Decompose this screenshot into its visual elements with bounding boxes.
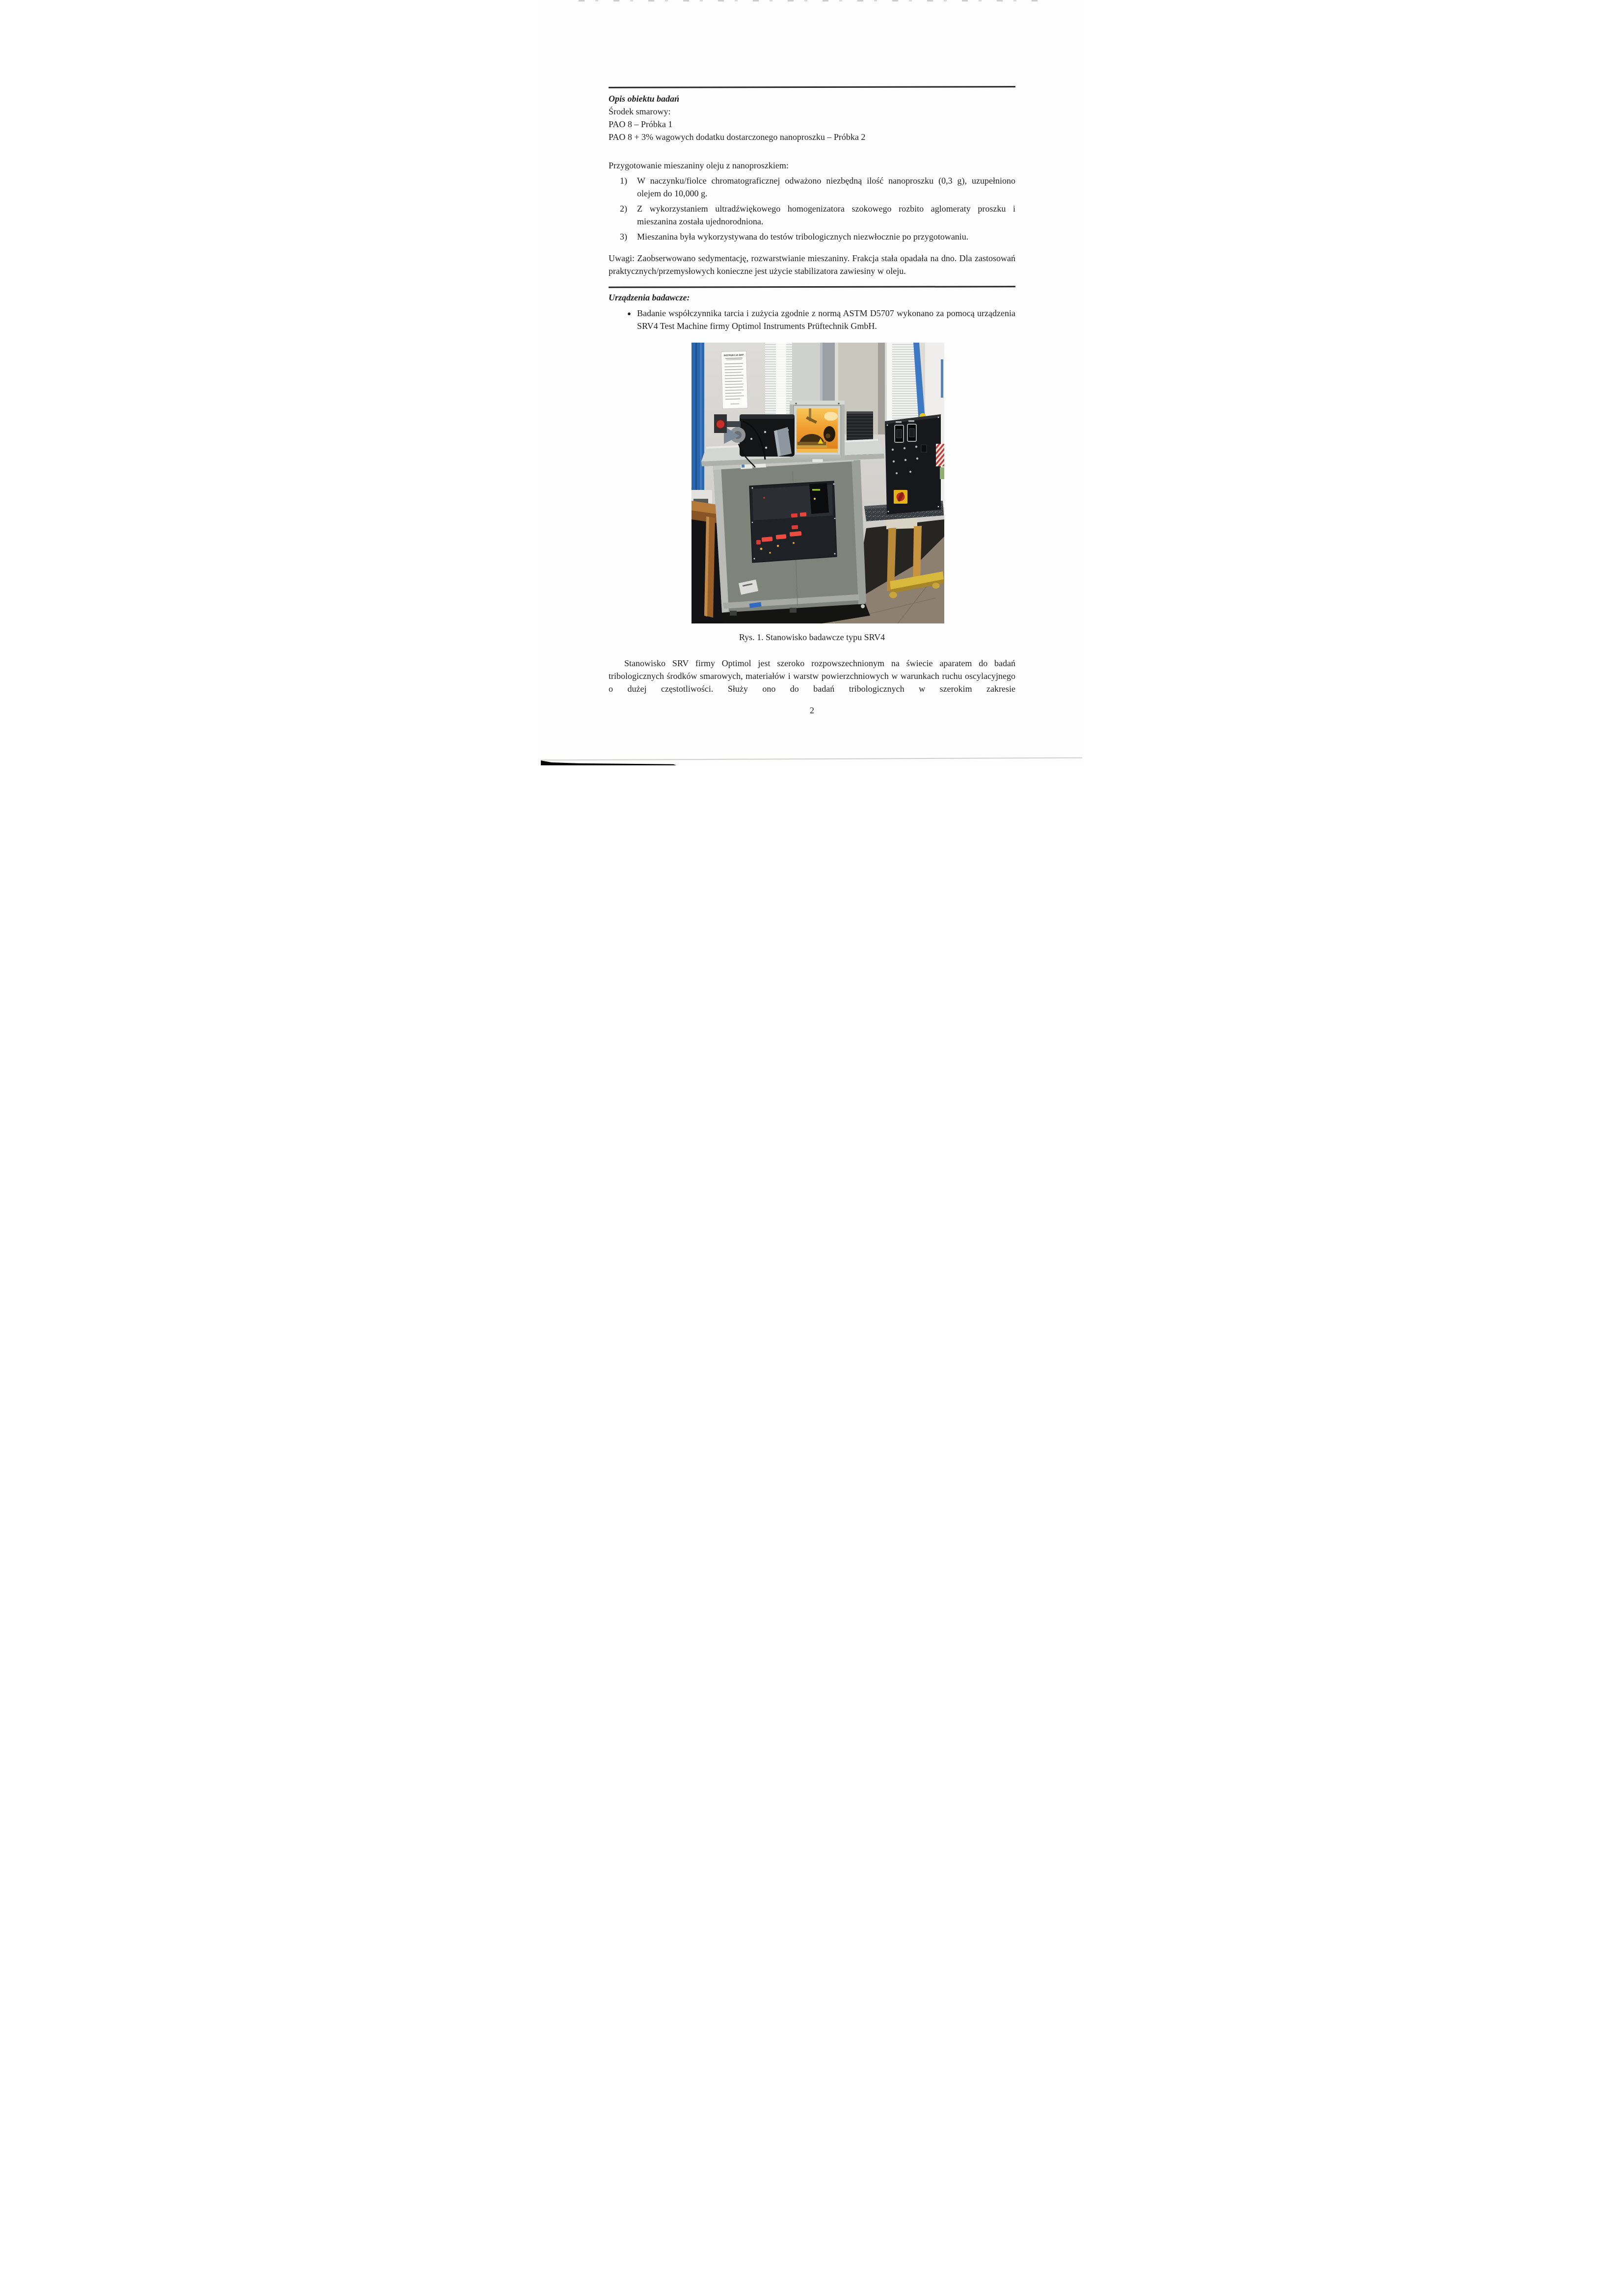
main-power-switch [894,490,907,504]
equipment-bullet-text: Badanie współczynnika tarcia i zużycia zgodnie z normą ASTM D5707 wykonano za pomocą urządzenia SRV4 Test Machine firmy Optimol Instruments Prüftechnik GmbH. [637,308,1015,331]
list-item-text: W naczynku/fiolce chromatograficznej odważono niezbędną ilość nanoproszku (0,3 g), uzupełniono olejem do 10,000 g. [637,176,1015,198]
srv4-lab-photo [692,343,944,623]
bullet-icon: ● [627,310,631,317]
closing-paragraph: Stanowisko SRV firmy Optimol jest szeroko rozpowszechnionym na świecie aparatem do badań tribologicznych środków smarowych, materiałów i warstw powierzchniowych w warunkach ruchu oscylacyjnego o dużej częstotliwości. Służy ono do badań tribologicznych w szerokim zakresie [609,658,1015,694]
test-chamber [790,401,845,462]
figure-photo [692,343,944,623]
striped-cloth [936,444,944,466]
display-module [809,483,829,514]
list-item-number: 1) [620,176,627,186]
sample-2-line: PAO 8 + 3% wagowych dodatku dostarczonego nanoproszku – Próbka 2 [609,132,866,142]
remarks-paragraph: Uwagi: Zaobserwowano sedymentację, rozwarstwianie mieszaniny. Frakcja stała opadała na dno. Dla zastosowań praktycznych/przemysłowych konieczne jest użycie stabilizatora zawiesiny w oleju. [609,253,1015,276]
bhp-poster [721,351,747,408]
list-item [609,174,1015,200]
document-page [541,0,1082,765]
list-item [609,202,1015,228]
list-item-number: 3) [620,232,627,242]
equipment-bullet [609,307,1015,332]
figure-caption: Rys. 1. Stanowisko badawcze typu SRV4 [739,632,885,642]
control-cabinet [885,414,941,514]
page-number: 2 [810,705,814,715]
section-divider-top [609,86,1015,88]
green-bucket [940,467,944,479]
sample-1-line: PAO 8 – Próbka 1 [609,119,673,129]
equipment-heading: Urządzenia badawcze: [609,293,690,302]
object-description-heading: Opis obiektu badań [609,94,680,104]
scan-artifact-edge-line [541,757,1082,760]
machine-cabinet [713,457,866,616]
page-content [609,0,1015,717]
preparation-intro: Przygotowanie mieszaniny oleju z nanoproszkiem: [609,161,789,170]
test-chamber-window [797,408,838,453]
control-rack-panel [749,481,837,563]
preparation-list [609,174,1015,243]
section-divider-middle [609,286,1015,288]
lubricant-label: Środek smarowy: [609,107,671,116]
scan-artifact-bottom [541,760,812,765]
list-item-text: Z wykorzystaniem ultradźwiękowego homogenizatora szokowego rozbito aglomeraty proszku i mieszanina została ujednorodniona. [637,204,1015,226]
list-item [609,230,1015,243]
poster-title: INSTRUKCJA BHP [723,353,744,357]
list-item-number: 2) [620,204,627,214]
list-item-text: Mieszanina była wykorzystywana do testów tribologicznych niezwłocznie po przygotowaniu. [637,232,969,242]
